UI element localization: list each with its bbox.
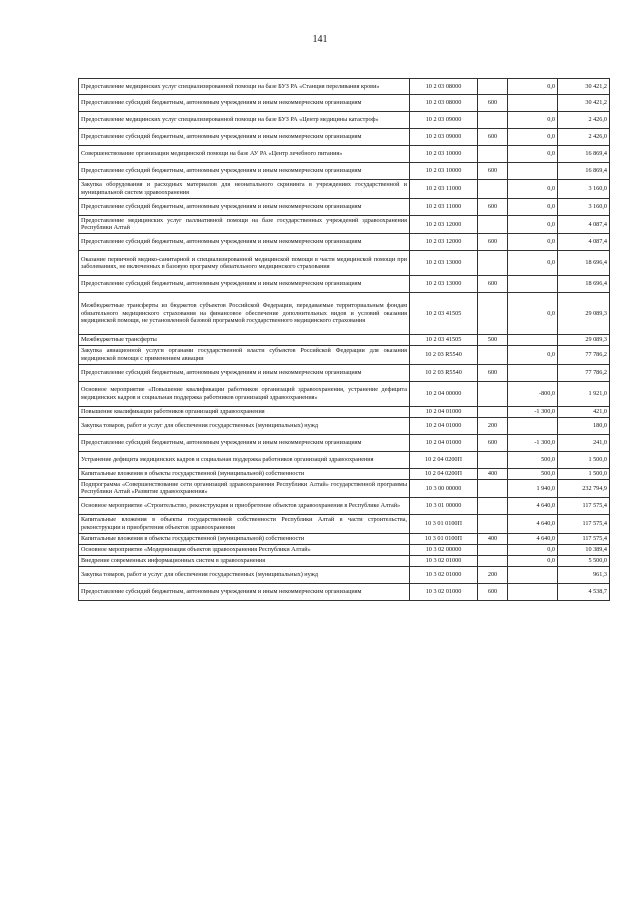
row-name-cell: Межбюджетные трансферты bbox=[79, 335, 410, 346]
row-total-amount-cell: 16 869,4 bbox=[558, 163, 610, 180]
row-total-amount-cell: 180,0 bbox=[558, 417, 610, 434]
budget-table-body bbox=[79, 79, 610, 601]
table-row bbox=[79, 583, 610, 600]
row-change-amount-cell bbox=[508, 566, 558, 583]
row-name-cell: Предоставление медицинских услуг специализированной помощи на базе БУЗ РА «Центр медицины катастроф» bbox=[79, 112, 410, 129]
row-code-cell: 10 2 04 01000 bbox=[410, 417, 478, 434]
table-row bbox=[79, 276, 610, 293]
row-expense-type-cell bbox=[478, 180, 508, 199]
row-expense-type-cell: 600 bbox=[478, 364, 508, 381]
table-row bbox=[79, 479, 610, 498]
table-row bbox=[79, 234, 610, 251]
row-code-cell: 10 3 02 00000 bbox=[410, 544, 478, 555]
row-change-amount-cell: 0,0 bbox=[508, 555, 558, 566]
row-change-amount-cell: 4 640,0 bbox=[508, 533, 558, 544]
row-name-cell: Закупка оборудования и расходных материалов для неонатального скрининга в учреждениях государственной и муниципальной систем здравоохранения bbox=[79, 180, 410, 199]
row-name-cell: Предоставление субсидий бюджетным, автономным учреждениям и иным некоммерческим организациям bbox=[79, 163, 410, 180]
row-expense-type-cell: 600 bbox=[478, 276, 508, 293]
row-total-amount-cell: 3 160,0 bbox=[558, 198, 610, 215]
row-name-cell: Основное мероприятие «Повышение квалификации работников организаций здравоохранения, устранение дефицита медицинских кадров и социальная поддержка работников организаций здравоохранения» bbox=[79, 381, 410, 406]
row-code-cell: 10 3 02 01000 bbox=[410, 566, 478, 583]
row-total-amount-cell: 77 786,2 bbox=[558, 364, 610, 381]
row-change-amount-cell: 0,0 bbox=[508, 234, 558, 251]
row-code-cell: 10 3 02 01000 bbox=[410, 583, 478, 600]
row-change-amount-cell: 500,0 bbox=[508, 468, 558, 479]
row-total-amount-cell: 4 087,4 bbox=[558, 215, 610, 234]
row-total-amount-cell: 3 160,0 bbox=[558, 180, 610, 199]
row-name-cell: Предоставление субсидий бюджетным, автономным учреждениям и иным некоммерческим организациям bbox=[79, 364, 410, 381]
row-expense-type-cell bbox=[478, 451, 508, 468]
row-name-cell: Капитальные вложения в объекты государственной (муниципальной) собственности bbox=[79, 468, 410, 479]
table-row bbox=[79, 215, 610, 234]
row-expense-type-cell: 500 bbox=[478, 335, 508, 346]
row-code-cell: 10 2 04 01000 bbox=[410, 434, 478, 451]
row-name-cell: Подпрограмма «Совершенствование сети организаций здравоохранения Республики Алтай» государственной программы Республики Алтай «Развитие здравоохранения» bbox=[79, 479, 410, 498]
row-expense-type-cell bbox=[478, 251, 508, 276]
row-expense-type-cell bbox=[478, 146, 508, 163]
table-row bbox=[79, 146, 610, 163]
row-code-cell: 10 2 03 13000 bbox=[410, 276, 478, 293]
row-total-amount-cell: 29 089,3 bbox=[558, 335, 610, 346]
row-expense-type-cell bbox=[478, 346, 508, 365]
row-expense-type-cell bbox=[478, 479, 508, 498]
table-row bbox=[79, 335, 610, 346]
row-expense-type-cell: 600 bbox=[478, 434, 508, 451]
table-row bbox=[79, 498, 610, 515]
table-row bbox=[79, 163, 610, 180]
row-total-amount-cell: 29 089,3 bbox=[558, 293, 610, 335]
row-name-cell: Капитальные вложения в объекты государственной собственности Республики Алтай в части строительства, реконструкции и приобретения объектов здравоохранения bbox=[79, 515, 410, 534]
row-expense-type-cell: 200 bbox=[478, 566, 508, 583]
row-change-amount-cell: 500,0 bbox=[508, 451, 558, 468]
row-total-amount-cell: 2 426,0 bbox=[558, 129, 610, 146]
table-row bbox=[79, 515, 610, 534]
row-name-cell: Совершенствование организации медицинской помощи на базе АУ РА «Центр лечебного питания» bbox=[79, 146, 410, 163]
row-total-amount-cell: 1 921,0 bbox=[558, 381, 610, 406]
row-change-amount-cell: 0,0 bbox=[508, 251, 558, 276]
row-code-cell: 10 2 03 12000 bbox=[410, 234, 478, 251]
row-expense-type-cell: 400 bbox=[478, 468, 508, 479]
row-name-cell: Основное мероприятие «Строительство, реконструкция и приобретение объектов здравоохранения в Республике Алтай» bbox=[79, 498, 410, 515]
table-row bbox=[79, 406, 610, 417]
row-code-cell: 10 3 01 00000 bbox=[410, 498, 478, 515]
row-change-amount-cell bbox=[508, 417, 558, 434]
table-row bbox=[79, 95, 610, 112]
row-name-cell: Закупка авиационной услуги органами государственной власти субъектов Российской Федерации для оказания медицинской помощи с применением авиации bbox=[79, 346, 410, 365]
row-code-cell: 10 2 03 09000 bbox=[410, 129, 478, 146]
row-name-cell: Предоставление субсидий бюджетным, автономным учреждениям и иным некоммерческим организациям bbox=[79, 434, 410, 451]
row-expense-type-cell bbox=[478, 555, 508, 566]
table-row bbox=[79, 381, 610, 406]
table-row bbox=[79, 180, 610, 199]
row-total-amount-cell: 961,3 bbox=[558, 566, 610, 583]
row-expense-type-cell: 200 bbox=[478, 417, 508, 434]
row-expense-type-cell bbox=[478, 293, 508, 335]
row-change-amount-cell bbox=[508, 364, 558, 381]
table-row bbox=[79, 251, 610, 276]
row-change-amount-cell bbox=[508, 335, 558, 346]
row-name-cell: Капитальные вложения в объекты государственной (муниципальной) собственности bbox=[79, 533, 410, 544]
row-name-cell: Предоставление субсидий бюджетным, автономным учреждениям и иным некоммерческим организациям bbox=[79, 234, 410, 251]
row-expense-type-cell bbox=[478, 406, 508, 417]
row-code-cell: 10 2 04 01000 bbox=[410, 406, 478, 417]
row-total-amount-cell: 4 538,7 bbox=[558, 583, 610, 600]
row-code-cell: 10 2 03 R5540 bbox=[410, 346, 478, 365]
row-total-amount-cell: 5 500,0 bbox=[558, 555, 610, 566]
row-name-cell: Предоставление субсидий бюджетным, автономным учреждениям и иным некоммерческим организациям bbox=[79, 198, 410, 215]
row-name-cell: Межбюджетные трансферты из бюджетов субъектов Российской Федерации, передаваемые территориальным фондам обязательного медицинского страхования на финансовое обеспечение дополнительных видов и условий оказания медицинской помощи, не установленной базовой программой государственного медицинского страхования bbox=[79, 293, 410, 335]
table-row bbox=[79, 346, 610, 365]
row-change-amount-cell: 1 940,0 bbox=[508, 479, 558, 498]
table-row bbox=[79, 198, 610, 215]
table-row bbox=[79, 364, 610, 381]
row-name-cell: Предоставление субсидий бюджетным, автономным учреждениям и иным некоммерческим организациям bbox=[79, 583, 410, 600]
row-expense-type-cell bbox=[478, 215, 508, 234]
row-expense-type-cell: 600 bbox=[478, 129, 508, 146]
row-name-cell: Предоставление медицинских услуг специализированной помощи на базе БУЗ РА «Станция переливания крови» bbox=[79, 79, 410, 95]
row-code-cell: 10 2 04 0200П bbox=[410, 451, 478, 468]
row-expense-type-cell: 600 bbox=[478, 583, 508, 600]
row-total-amount-cell: 18 696,4 bbox=[558, 276, 610, 293]
row-name-cell: Основное мероприятие «Модернизация объектов здравоохранения Республики Алтай» bbox=[79, 544, 410, 555]
table-row bbox=[79, 129, 610, 146]
row-change-amount-cell: 0,0 bbox=[508, 146, 558, 163]
row-change-amount-cell: 0,0 bbox=[508, 79, 558, 95]
row-expense-type-cell bbox=[478, 498, 508, 515]
table-row bbox=[79, 79, 610, 95]
row-name-cell: Предоставление субсидий бюджетным, автономным учреждениям и иным некоммерческим организациям bbox=[79, 95, 410, 112]
row-change-amount-cell: -1 300,0 bbox=[508, 434, 558, 451]
row-change-amount-cell: 0,0 bbox=[508, 544, 558, 555]
row-expense-type-cell bbox=[478, 381, 508, 406]
row-code-cell: 10 2 03 13000 bbox=[410, 251, 478, 276]
row-code-cell: 10 3 01 0100П bbox=[410, 515, 478, 534]
row-code-cell: 10 2 03 10000 bbox=[410, 146, 478, 163]
row-expense-type-cell bbox=[478, 112, 508, 129]
row-code-cell: 10 2 04 00000 bbox=[410, 381, 478, 406]
row-total-amount-cell: 117 575,4 bbox=[558, 498, 610, 515]
row-change-amount-cell: 0,0 bbox=[508, 129, 558, 146]
row-code-cell: 10 2 03 41505 bbox=[410, 335, 478, 346]
row-name-cell: Предоставление медицинских услуг паллиативной помощи на базе государственных учреждений здравоохранения Республики Алтай bbox=[79, 215, 410, 234]
row-expense-type-cell: 600 bbox=[478, 163, 508, 180]
table-row bbox=[79, 434, 610, 451]
row-expense-type-cell: 600 bbox=[478, 234, 508, 251]
row-expense-type-cell: 600 bbox=[478, 198, 508, 215]
row-change-amount-cell: 0,0 bbox=[508, 198, 558, 215]
row-change-amount-cell: 0,0 bbox=[508, 112, 558, 129]
row-expense-type-cell: 600 bbox=[478, 95, 508, 112]
row-total-amount-cell: 241,0 bbox=[558, 434, 610, 451]
row-total-amount-cell: 4 087,4 bbox=[558, 234, 610, 251]
row-change-amount-cell: 0,0 bbox=[508, 293, 558, 335]
row-name-cell: Устранение дефицита медицинских кадров и социальная поддержка работников организаций здравоохранения bbox=[79, 451, 410, 468]
row-change-amount-cell bbox=[508, 276, 558, 293]
row-total-amount-cell: 117 575,4 bbox=[558, 515, 610, 534]
row-name-cell: Закупка товаров, работ и услуг для обеспечения государственных (муниципальных) нужд bbox=[79, 417, 410, 434]
row-expense-type-cell bbox=[478, 544, 508, 555]
row-change-amount-cell bbox=[508, 95, 558, 112]
row-total-amount-cell: 1 500,0 bbox=[558, 451, 610, 468]
table-row bbox=[79, 555, 610, 566]
row-total-amount-cell: 10 389,4 bbox=[558, 544, 610, 555]
row-change-amount-cell: 4 640,0 bbox=[508, 498, 558, 515]
row-total-amount-cell: 421,0 bbox=[558, 406, 610, 417]
row-total-amount-cell: 2 426,0 bbox=[558, 112, 610, 129]
row-code-cell: 10 2 03 11000 bbox=[410, 198, 478, 215]
row-expense-type-cell: 400 bbox=[478, 533, 508, 544]
row-change-amount-cell: 4 640,0 bbox=[508, 515, 558, 534]
table-row bbox=[79, 451, 610, 468]
row-code-cell: 10 2 03 10000 bbox=[410, 163, 478, 180]
row-total-amount-cell: 16 869,4 bbox=[558, 146, 610, 163]
row-change-amount-cell: -1 300,0 bbox=[508, 406, 558, 417]
row-name-cell: Внедрение современных информационных систем в здравоохранения bbox=[79, 555, 410, 566]
row-code-cell: 10 2 03 08000 bbox=[410, 95, 478, 112]
table-row bbox=[79, 112, 610, 129]
row-expense-type-cell bbox=[478, 515, 508, 534]
table-row bbox=[79, 468, 610, 479]
row-total-amount-cell: 18 696,4 bbox=[558, 251, 610, 276]
row-code-cell: 10 2 03 12000 bbox=[410, 215, 478, 234]
budget-table bbox=[78, 78, 610, 601]
row-total-amount-cell: 30 421,2 bbox=[558, 95, 610, 112]
table-row bbox=[79, 293, 610, 335]
row-total-amount-cell: 1 500,0 bbox=[558, 468, 610, 479]
row-code-cell: 10 2 03 08000 bbox=[410, 79, 478, 95]
page-number: 141 bbox=[312, 34, 328, 45]
row-code-cell: 10 2 03 R5540 bbox=[410, 364, 478, 381]
row-total-amount-cell: 117 575,4 bbox=[558, 533, 610, 544]
row-name-cell: Оказание первичной медико-санитарной и специализированной медицинской помощи в части медицинской помощи при заболеваниях, не включенных в базовую программу обязательного медицинского страхования bbox=[79, 251, 410, 276]
row-expense-type-cell bbox=[478, 79, 508, 95]
table-row bbox=[79, 417, 610, 434]
row-code-cell: 10 2 03 09000 bbox=[410, 112, 478, 129]
row-change-amount-cell bbox=[508, 163, 558, 180]
row-name-cell: Закупка товаров, работ и услуг для обеспечения государственных (муниципальных) нужд bbox=[79, 566, 410, 583]
row-code-cell: 10 2 03 11000 bbox=[410, 180, 478, 199]
row-change-amount-cell: 0,0 bbox=[508, 180, 558, 199]
row-code-cell: 10 2 04 0200П bbox=[410, 468, 478, 479]
table-row bbox=[79, 544, 610, 555]
table-row bbox=[79, 566, 610, 583]
row-change-amount-cell: -800,0 bbox=[508, 381, 558, 406]
row-code-cell: 10 2 03 41505 bbox=[410, 293, 478, 335]
row-change-amount-cell: 0,0 bbox=[508, 215, 558, 234]
row-code-cell: 10 3 00 00000 bbox=[410, 479, 478, 498]
row-change-amount-cell bbox=[508, 583, 558, 600]
row-total-amount-cell: 232 794,9 bbox=[558, 479, 610, 498]
row-code-cell: 10 3 01 0100П bbox=[410, 533, 478, 544]
row-change-amount-cell: 0,0 bbox=[508, 346, 558, 365]
table-row bbox=[79, 533, 610, 544]
row-name-cell: Предоставление субсидий бюджетным, автономным учреждениям и иным некоммерческим организациям bbox=[79, 129, 410, 146]
row-total-amount-cell: 30 421,2 bbox=[558, 79, 610, 95]
row-name-cell: Повышение квалификации работников организаций здравоохранения bbox=[79, 406, 410, 417]
row-total-amount-cell: 77 786,2 bbox=[558, 346, 610, 365]
row-name-cell: Предоставление субсидий бюджетным, автономным учреждениям и иным некоммерческим организациям bbox=[79, 276, 410, 293]
row-code-cell: 10 3 02 01000 bbox=[410, 555, 478, 566]
